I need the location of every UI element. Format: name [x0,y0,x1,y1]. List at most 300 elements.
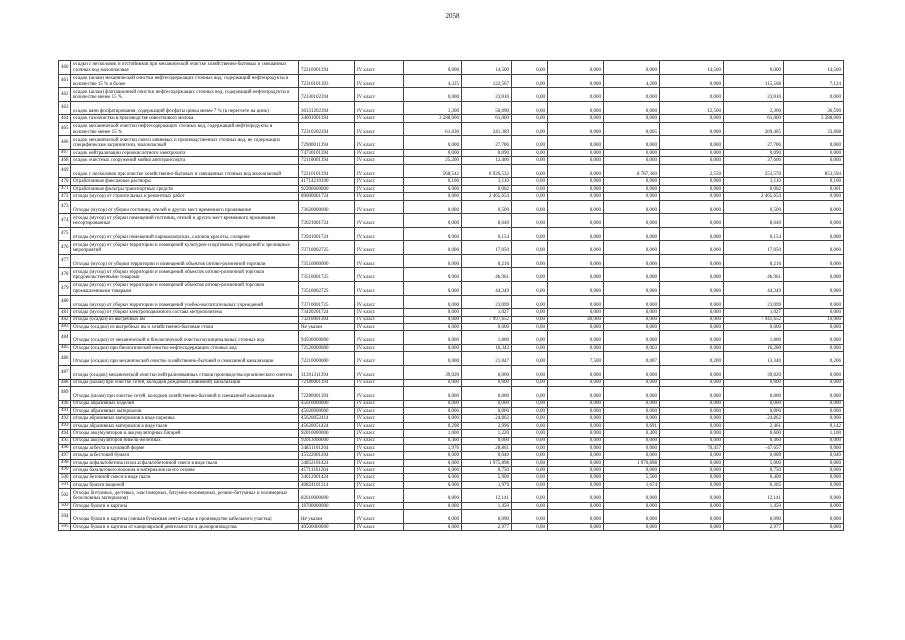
value-cell: 0,000 [604,324,660,331]
value-cell: 23,010 [724,88,784,102]
value-cell: 0,000 [404,386,462,400]
waste-name: отходы (мусор) от уборки территории и помещений объектов оптово-розничной торговли продовольственными товарами [71,268,299,282]
value-cell: 5,900 [462,474,512,481]
hazard-class: IV класс [355,149,404,156]
row-number: 469 [59,164,71,178]
value-cell: 0,000 [404,309,462,316]
value-cell: 0,000 [548,149,604,156]
row-number: 494 [59,430,71,437]
value-cell: 0,000 [404,136,462,150]
value-cell: 0,000 [660,241,724,255]
value-cell: 2,461 [724,422,784,429]
value-cell: 0,000 [604,489,660,503]
table-row [59,157,844,164]
value-cell: 0,000 [604,227,660,241]
row-number: 498 [59,459,71,466]
hazard-class: IV класс [355,430,404,437]
hazard-class: IV класс [355,227,404,241]
value-cell: 16,000 [784,316,844,323]
table-row [59,61,844,75]
value-cell: 0,000 [462,379,512,386]
value-cell: 0,000 [404,502,462,509]
value-cell: 0,691 [604,422,660,429]
waste-name: Отходы бумаги и картона (липкая бумажная лента-сырье в производстве кабельного участка) [71,510,299,524]
value-cell: 1,027 [462,309,512,316]
value-cell: 0,000 [604,467,660,474]
value-cell: 0,000 [660,437,724,444]
waste-code: 72520000000 [299,345,355,352]
value-cell: 0,400 [724,474,784,481]
value-cell: 2,550 [660,164,724,178]
waste-name: Отходы (осадки) при биологической очистке нефтесодержащих сточных вод [71,345,299,352]
value-cell: 0,00 [512,157,548,164]
value-cell: 0,000 [462,407,512,414]
value-cell: 0,000 [660,149,724,156]
hazard-class: IV класс [355,422,404,429]
row-number: 462 [59,88,71,102]
hazard-class: IV класс [355,178,404,185]
hazard-class: IV класс [355,379,404,386]
value-cell: 0,000 [784,254,844,268]
hazard-class: IV класс [355,282,404,296]
value-cell: 0,00 [512,178,548,185]
value-cell: 0,000 [784,324,844,331]
value-cell: 8,640 [724,214,784,228]
value-cell: 0,000 [462,386,512,400]
table-row [59,101,844,115]
value-cell: 0,000 [604,200,660,214]
waste-name: осадок (шлам) механической очистки нефтесодержащих сточных вод, содержащий нефтепродукты в количестве 15 % и более [71,74,299,88]
value-cell: 0,000 [784,459,844,466]
value-cell: 0,000 [462,400,512,407]
waste-name: Отходы абразивных материалов [71,407,299,414]
table-row [59,523,844,530]
table-row [59,122,844,136]
waste-code: 74730101394 [299,149,355,156]
waste-name: отходы базальтового волокна и материалов на его основе [71,467,299,474]
waste-code: 72210901394 [299,61,355,75]
value-cell: 0,00 [512,282,548,296]
value-cell: 1,220 [462,430,512,437]
table-row [59,316,844,323]
value-cell: 0,000 [404,61,462,75]
row-number: 502 [59,489,71,503]
value-cell: 0,000 [604,316,660,323]
value-cell: 0,000 [404,282,462,296]
value-cell: 0,00 [512,467,548,474]
value-cell: -47,657 [724,444,784,451]
row-number: 476 [59,241,71,255]
value-cell: 0,00 [512,254,548,268]
value-cell: 0,000 [784,502,844,509]
value-cell: 0,000 [548,481,604,488]
value-cell: 0,000 [660,185,724,192]
hazard-class: IV класс [355,115,404,122]
row-number: 473 [59,200,71,214]
row-number: 485 [59,345,71,352]
value-cell: 50,090 [462,101,512,115]
value-cell: 0,000 [462,437,512,444]
value-cell: 122,567 [462,74,512,88]
value-cell: 1,976 [404,444,462,451]
value-cell: 0,000 [604,101,660,115]
value-cell: 0,460 [724,437,784,444]
value-cell: 0,100 [404,178,462,185]
value-cell: 0,00 [512,88,548,102]
value-cell: 0,000 [784,136,844,150]
value-cell: 0,000 [604,523,660,530]
value-cell: 0,298 [404,422,462,429]
page-number: 2058 [445,12,460,20]
row-number: 471 [59,185,71,192]
waste-name: отходы асбестовой бумаги [71,452,299,459]
value-cell: 0,000 [404,345,462,352]
value-cell: 1,300 [404,101,462,115]
value-cell: 0,000 [548,331,604,345]
waste-name: отходы абразивных материалов в виде порошка [71,415,299,422]
value-cell: 0,040 [784,452,844,459]
value-cell: 0,000 [604,400,660,407]
value-cell: 0,00 [512,386,548,400]
value-cell: 40,000 [548,316,604,323]
value-cell: 0,000 [660,430,724,437]
value-cell: 0,000 [548,282,604,296]
value-cell: 46,961 [724,268,784,282]
row-number: 483 [59,324,71,331]
value-cell: 0,000 [548,502,604,509]
row-number: 501 [59,481,71,488]
value-cell: 33,608 [784,122,844,136]
value-cell: 0,00 [512,200,548,214]
value-cell: 0,000 [660,502,724,509]
value-cell: 0,000 [548,122,604,136]
value-cell: 0,000 [660,467,724,474]
waste-name: отходы (мусор) от уборки территории и помещений учебно-воспитательных учреждений [71,295,299,309]
waste-name: осадок с песколовок при очистке хозяйственно-бытовых и смешанных сточных вод малоопасный [71,164,299,178]
value-cell: 0,000 [404,200,462,214]
value-cell: 0,000 [548,459,604,466]
value-cell: 0,000 [604,149,660,156]
value-cell: 241,389 [462,122,512,136]
waste-name: Отходы битумных, дегтевых, эластомерных, битумно-полимерных, резино-битумных и полимерных безосновных материалов) [71,489,299,503]
value-cell: 2 465,654 [462,193,512,200]
row-number: 467 [59,149,71,156]
value-cell: 0,000 [604,241,660,255]
value-cell: 0,000 [784,193,844,200]
value-cell: 0,000 [660,366,724,380]
value-cell: 14,500 [660,61,724,75]
table-row [59,136,844,150]
value-cell: 0,00 [512,136,548,150]
row-number: 496 [59,444,71,451]
waste-name: Отходы (мусор) от уборки гостиниц, отелей и других мест временного проживания [71,200,299,214]
value-cell: 0,00 [512,510,548,524]
waste-name: отходы (мусор) от уборки территории и помещений объектов оптово-розничной торговли промышленными товарами [71,282,299,296]
value-cell: 39,020 [404,366,462,380]
value-cell: 25,200 [404,157,462,164]
hazard-class: IV класс [355,481,404,488]
value-cell: 1,800 [462,331,512,345]
value-cell: 0,000 [660,254,724,268]
row-number: 477 [59,254,71,268]
value-cell: 0,00 [512,459,548,466]
value-cell: 0,000 [660,407,724,414]
row-number: 481 [59,309,71,316]
row-number: 487 [59,366,71,380]
value-cell: 0,000 [548,430,604,437]
value-cell: 0,000 [784,444,844,451]
value-cell: 16,343 [462,345,512,352]
waste-code: 72210000000 [299,352,355,366]
value-cell: 0,000 [784,489,844,503]
value-cell: 0,000 [548,510,604,524]
table-row [59,268,844,282]
row-number: 466 [59,136,71,150]
value-cell: 0,000 [404,400,462,407]
row-number: 488 [59,379,71,386]
table-row [59,254,844,268]
value-cell: 0,600 [724,430,784,437]
hazard-class: IV класс [355,185,404,192]
value-cell: 269,405 [724,122,784,136]
waste-name: отходы (мусор) от уборки помещений гостиниц, отелей и других мест временного проживания несортированные [71,214,299,228]
value-cell: 8,640 [462,214,512,228]
waste-name: Отходы (осадки) при механической очистке хозяйственно-бытовой и смешанной канализации [71,352,299,366]
row-number: 499 [59,467,71,474]
hazard-class: IV класс [355,241,404,255]
value-cell: 0,007 [604,352,660,366]
waste-name: Отходы абразивных изделий [71,400,299,407]
value-cell: 17,050 [462,241,512,255]
row-number: 490 [59,400,71,407]
value-cell: 0,000 [548,61,604,75]
value-cell: 12,141 [724,489,784,503]
value-cell: 27,786 [462,136,512,150]
waste-code: 45711101204 [299,467,355,474]
table-row [59,437,844,444]
value-cell: 0,00 [512,523,548,530]
value-cell: 2,300 [724,101,784,115]
row-number: 492 [59,415,71,422]
table-row [59,379,844,386]
value-cell: 0,000 [604,407,660,414]
table-row [59,227,844,241]
waste-code: 34851101204 [299,444,355,451]
value-cell: 0,000 [660,200,724,214]
waste-name: отходы абразивных материалов в виде пыли [71,422,299,429]
waste-name: Отработанные фиксажные растворы [71,178,299,185]
value-cell: 0,000 [548,136,604,150]
value-cell: 0,000 [404,452,462,459]
value-cell: 0,00 [512,379,548,386]
value-cell: 14,500 [462,61,512,75]
table-row [59,309,844,316]
value-cell: 0,000 [404,481,462,488]
value-cell: 8 926,532 [462,164,512,178]
row-number: 489 [59,386,71,400]
value-cell: 0,000 [660,452,724,459]
hazard-class: IV класс [355,61,404,75]
waste-code: 94500000000 [299,331,355,345]
value-cell: 0,00 [512,422,548,429]
waste-name: Отходы (осадки) из выгребных ям и хозяйственно-бытовые стоки [71,324,299,331]
value-cell: 0,000 [660,268,724,282]
hazard-class: IV класс [355,101,404,115]
value-cell: 0,00 [512,149,548,156]
table-row [59,178,844,185]
waste-name: отходы (мусор) от строительных и ремонтных работ [71,193,299,200]
value-cell: 0,000 [784,386,844,400]
value-cell: 44,349 [724,282,784,296]
value-cell: 28,861 [462,444,512,451]
value-cell: 0,000 [404,149,462,156]
table-row [59,444,844,451]
value-cell: 70,457 [660,444,724,451]
value-cell: 0,000 [784,345,844,352]
row-number: 480 [59,295,71,309]
value-cell: 115,568 [724,74,784,88]
value-cell: 0,000 [784,309,844,316]
value-cell: 0,000 [548,254,604,268]
value-cell: 0,000 [604,136,660,150]
value-cell: 0,00 [512,430,548,437]
value-cell: 0,000 [660,74,724,88]
table-row [59,467,844,474]
value-cell: 0,000 [548,467,604,474]
hazard-class: IV класс [355,324,404,331]
waste-code: 45620000000 [299,407,355,414]
value-cell: 8 787,360 [604,164,660,178]
hazard-class: IV класс [355,214,404,228]
value-cell: 0,000 [784,241,844,255]
value-cell: 0,750 [462,467,512,474]
value-cell: 0,000 [784,282,844,296]
value-cell: 0,000 [784,415,844,422]
waste-name: отходы (мусор) от уборки территории и помещений культурно-спортивных учреждений и зрелищных мероприятий [71,241,299,255]
waste-name: отходы бумаги вощеной [71,481,299,488]
value-cell: 0,000 [784,295,844,309]
value-cell: 0,500 [462,200,512,214]
value-cell: 0,000 [548,295,604,309]
value-cell: 0,000 [548,444,604,451]
value-cell: 2 465,654 [724,193,784,200]
waste-code: 72280001394 [299,386,355,400]
value-cell: 0,500 [724,200,784,214]
table-row [59,452,844,459]
value-cell: 3,110 [724,178,784,185]
hazard-class: IV класс [355,452,404,459]
value-cell: 0,00 [512,407,548,414]
waste-code: 45620051424 [299,422,355,429]
value-cell: 0,00 [512,214,548,228]
value-cell: 0,00 [512,185,548,192]
value-cell: 0,000 [548,523,604,530]
value-cell: 0,00 [512,474,548,481]
row-number: 500 [59,474,71,481]
value-cell: 3,110 [462,178,512,185]
waste-code: 34601001394 [299,115,355,122]
value-cell: 0,000 [404,316,462,323]
value-cell: 1,800 [724,331,784,345]
value-cell: 0,154 [724,227,784,241]
value-cell: 0,000 [604,452,660,459]
waste-code: 73210001304 [299,316,355,323]
value-cell: 0,000 [548,422,604,429]
value-cell: 2,996 [462,422,512,429]
value-cell: 0,00 [512,324,548,331]
waste-code: 92013000000 [299,437,355,444]
value-cell: 0,000 [604,61,660,75]
row-number: 470 [59,178,71,185]
table-row [59,400,844,407]
value-cell: 1 970,898 [604,459,660,466]
value-cell: 0,000 [404,407,462,414]
waste-name: отходы (осадки) из выгребных ям [71,316,299,323]
table-row [59,324,844,331]
hazard-class: IV класс [355,400,404,407]
value-cell: 23,099 [724,295,784,309]
value-cell: 61,630 [404,122,462,136]
hazard-class: IV класс [355,268,404,282]
waste-name: осадок газоочистки в производстве известкового молока [71,115,299,122]
waste-code: 72210101394 [299,164,355,178]
value-cell: 0,000 [404,467,462,474]
value-cell: 0,00 [512,115,548,122]
row-number: 478 [59,268,71,282]
value-cell: 0,000 [548,214,604,228]
value-cell: 0,000 [548,366,604,380]
value-cell: 12,141 [462,489,512,503]
value-cell: 0,00 [512,366,548,380]
waste-name: осадки с песколовок и отстойников при механической очистке хозяйственно-бытовых и смешанных сточных вод малоопасные [71,61,299,75]
value-cell: 0,000 [604,254,660,268]
value-cell: 0,206 [784,352,844,366]
hazard-class: IV класс [355,254,404,268]
hazard-class: IV класс [355,88,404,102]
value-cell: 0,000 [784,481,844,488]
table-row [59,295,844,309]
value-cell: 0,000 [604,185,660,192]
value-cell: 0,00 [512,489,548,503]
value-cell: 0,000 [548,400,604,407]
value-cell: 0,000 [660,282,724,296]
waste-table [58,60,844,531]
value-cell: 0,000 [604,295,660,309]
row-number: 482 [59,316,71,323]
row-number: 504 [59,510,71,524]
waste-name: осадок очистных сооружений мойки автотранспорта [71,157,299,164]
waste-name: отходы бетонной смеси в виде пыли [71,474,299,481]
value-cell: 0,001 [784,185,844,192]
table-row [59,422,844,429]
row-number: 460 [59,61,71,75]
hazard-class: IV класс [355,437,404,444]
hazard-class: IV класс [355,407,404,414]
value-cell: 0,750 [724,467,784,474]
value-cell: 0,000 [548,200,604,214]
waste-code: Не указан [299,510,355,524]
value-cell: 7,124 [784,74,844,88]
value-cell: 1,979 [462,481,512,488]
value-cell: 0,005 [604,122,660,136]
value-cell: 1,100 [784,430,844,437]
value-cell: 553,570 [724,164,784,178]
hazard-class: IV класс [355,510,404,524]
table-row [59,200,844,214]
value-cell: 23,010 [462,88,512,102]
value-cell: 0,000 [604,309,660,316]
hazard-class: IV класс [355,489,404,503]
